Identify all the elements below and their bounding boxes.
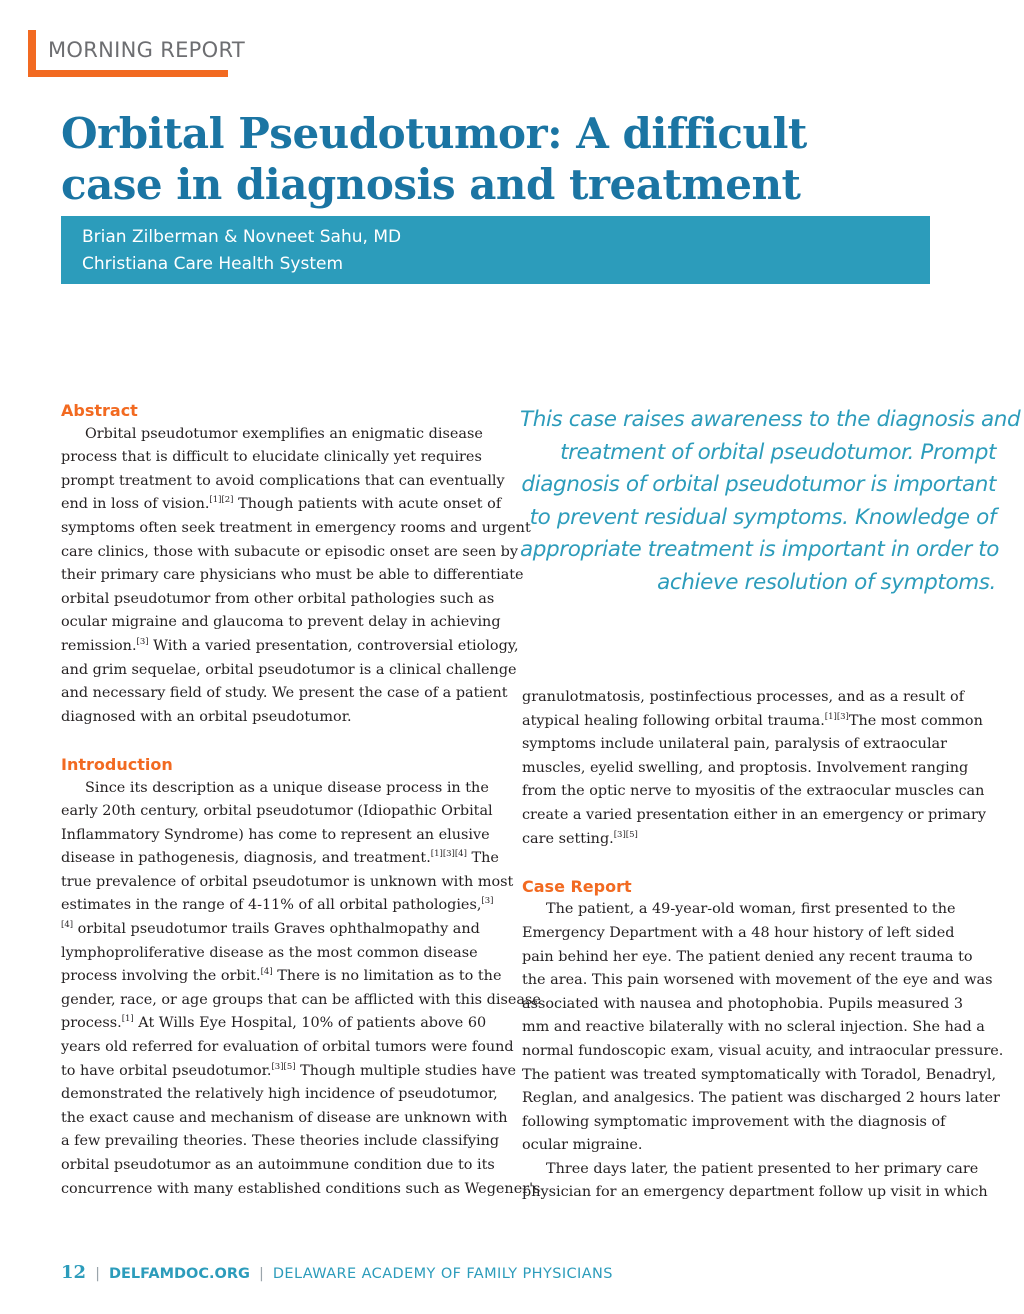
pull-quote-line: treatment of orbital pseudotumor. Prompt xyxy=(560,439,996,465)
text-line: process that is difficult to elucidate clinically yet requires xyxy=(61,449,482,466)
text-line: a few prevailing theories. These theories include classifying xyxy=(61,1133,500,1150)
citation-ref: [1][3] xyxy=(824,711,849,722)
citation-ref: [3][5] xyxy=(613,829,638,840)
article-title xyxy=(61,108,921,210)
text-line: symptoms include unilateral pain, paralysis of extraocular xyxy=(522,736,948,753)
text-line: and grim sequelae, orbital pseudotumor is a clinical challenge xyxy=(61,661,517,678)
section-label: MORNING REPORT xyxy=(48,38,245,62)
text-line: normal fundoscopic exam, visual acuity, and intraocular pressure. xyxy=(522,1042,1004,1059)
byline-affiliation: Christiana Care Health System xyxy=(82,254,344,274)
text-line: symptoms often seek treatment in emergency rooms and urgent xyxy=(61,519,531,536)
text-line: muscles, eyelid swelling, and proptosis. Involvement ranging xyxy=(522,759,969,776)
section-tag-bar-horizontal xyxy=(28,70,228,77)
text-line: The patient was treated symptomatically with Toradol, Benadryl, xyxy=(522,1066,997,1083)
introduction-body xyxy=(61,777,541,1202)
article-title-line-1: Orbital Pseudotumor: A difficult xyxy=(61,109,807,158)
text-line: diagnosed with an orbital pseudotumor. xyxy=(61,708,352,725)
text-line: Reglan, and analgesics. The patient was discharged 2 hours later xyxy=(522,1090,1000,1107)
text-line: to have orbital pseudotumor.[3][5] Though multiple studies have xyxy=(61,1061,517,1079)
text-line: care setting.[3][5] xyxy=(522,829,638,847)
text-line: pain behind her eye. The patient denied any recent trauma to xyxy=(522,948,973,965)
citation-ref: [3] xyxy=(481,896,494,907)
byline-authors: Brian Zilberman & Novneet Sahu, MD xyxy=(82,227,402,247)
footer-website-link[interactable]: DELFAMDOC.ORG xyxy=(108,1266,250,1282)
citation-ref: [1][2] xyxy=(209,495,234,506)
text-line: the area. This pain worsened with movement of the eye and was xyxy=(522,972,993,989)
text-line: [4] orbital pseudotumor trails Graves ophthalmopathy and xyxy=(61,920,480,938)
text-line: care clinics, those with subacute or episodic onset are seen by xyxy=(61,543,519,560)
footer-organization: DELAWARE ACADEMY OF FAMILY PHYSICIANS xyxy=(272,1266,613,1282)
text-line: mm and reactive bilaterally with no scleral injection. She had a xyxy=(522,1019,985,1036)
pull-quote-line: This case raises awareness to the diagnosis and xyxy=(520,407,1021,432)
case-report-heading: Case Report xyxy=(522,876,632,896)
text-line: true prevalence of orbital pseudotumor is unknown with most xyxy=(61,873,514,890)
text-line: orbital pseudotumor from other orbital pathologies such as xyxy=(61,590,495,607)
text-line: Inflammatory Syndrome) has come to represent an elusive xyxy=(61,826,490,843)
section-tag xyxy=(28,30,245,76)
citation-ref: [4] xyxy=(260,967,273,978)
text-line: their primary care physicians who must be able to differentiate xyxy=(61,567,524,584)
text-line: create a varied presentation either in an emergency or primary xyxy=(522,806,986,823)
text-line: ocular migraine and glaucoma to prevent delay in achieving xyxy=(61,614,501,631)
text-line: following symptomatic improvement with the diagnosis of xyxy=(522,1113,946,1130)
text-line: The patient, a 49-year-old woman, first presented to the xyxy=(546,901,956,918)
right-column xyxy=(522,686,1004,1205)
text-line: remission.[3] With a varied presentation, controversial etiology, xyxy=(61,636,519,654)
abstract-body xyxy=(61,423,531,730)
text-line: Emergency Department with a 48 hour history of left sided xyxy=(522,924,955,941)
text-line: associated with nausea and photophobia. Pupils measured 3 xyxy=(522,995,964,1012)
footer-separator: | xyxy=(258,1266,264,1282)
text-line: orbital pseudotumor as an autoimmune condition due to its xyxy=(61,1157,495,1173)
text-line: Since its description as a unique disease process in the xyxy=(85,779,489,796)
byline-banner xyxy=(61,216,930,284)
citation-ref: [4] xyxy=(61,920,74,931)
footer-separator: | xyxy=(95,1266,100,1282)
page-number: 12 xyxy=(61,1262,87,1283)
text-line: process involving the orbit.[4] There is no limitation as to the xyxy=(61,967,502,985)
abstract-heading: Abstract xyxy=(61,401,138,420)
text-line: physician for an emergency department follow up visit in which xyxy=(522,1184,988,1201)
text-line: end in loss of vision.[1][2] Though patients with acute onset of xyxy=(61,495,502,513)
text-line: Orbital pseudotumor exemplifies an enigmatic disease xyxy=(85,425,483,442)
pull-quote-line: achieve resolution of symptoms. xyxy=(657,569,996,595)
text-line: early 20th century, orbital pseudotumor (Idiopathic Orbital xyxy=(61,803,493,820)
text-line: atypical healing following orbital trauma.[1][3]The most common xyxy=(522,711,983,729)
citation-ref: [3] xyxy=(136,636,149,647)
text-line: lymphoproliferative disease as the most common disease xyxy=(61,944,478,961)
text-line: gender, race, or age groups that can be afflicted with this disease xyxy=(61,991,541,1008)
text-line: process.[1] At Wills Eye Hospital, 10% of patients above 60 xyxy=(61,1014,487,1032)
pull-quote-line: diagnosis of orbital pseudotumor is important xyxy=(521,472,996,497)
article-title-line-2: case in diagnosis and treatment xyxy=(61,160,801,209)
citation-ref: [1][3][4] xyxy=(430,849,467,860)
text-line: estimates in the range of 4-11% of all orbital pathologies,[3] xyxy=(61,896,494,914)
page-footer xyxy=(61,1262,613,1283)
introduction-heading: Introduction xyxy=(61,754,173,774)
text-line: the exact cause and mechanism of disease are unknown with xyxy=(61,1109,508,1126)
text-line: and necessary field of study. We present the case of a patient xyxy=(61,685,508,702)
text-line: prompt treatment to avoid complications that can eventually xyxy=(61,472,505,489)
citation-ref: [1] xyxy=(121,1014,134,1025)
text-line: disease in pathogenesis, diagnosis, and treatment.[1][3][4] The xyxy=(61,849,499,867)
text-line: demonstrated the relatively high incidence of pseudotumor, xyxy=(61,1086,498,1103)
case-report-body xyxy=(522,898,1004,1205)
text-line: Three days later, the patient presented to her primary care xyxy=(546,1160,979,1177)
text-line: from the optic nerve to myositis of the extraocular muscles can xyxy=(522,783,985,800)
text-line: ocular migraine. xyxy=(522,1137,643,1154)
text-line: concurrence with many established conditions such as Wegener's xyxy=(61,1180,541,1197)
text-line: granulotmatosis, postinfectious processes, and as a result of xyxy=(522,689,965,705)
pull-quote-line: appropriate treatment is important in order to xyxy=(520,537,999,562)
pull-quote-line: to prevent residual symptoms. Knowledge of xyxy=(529,504,996,530)
citation-ref: [3][5] xyxy=(271,1061,296,1072)
introduction-continued-body xyxy=(522,686,986,851)
left-column xyxy=(61,399,541,1201)
pull-quote xyxy=(520,404,1021,599)
text-line: years old referred for evaluation of orbital tumors were found xyxy=(61,1039,514,1056)
